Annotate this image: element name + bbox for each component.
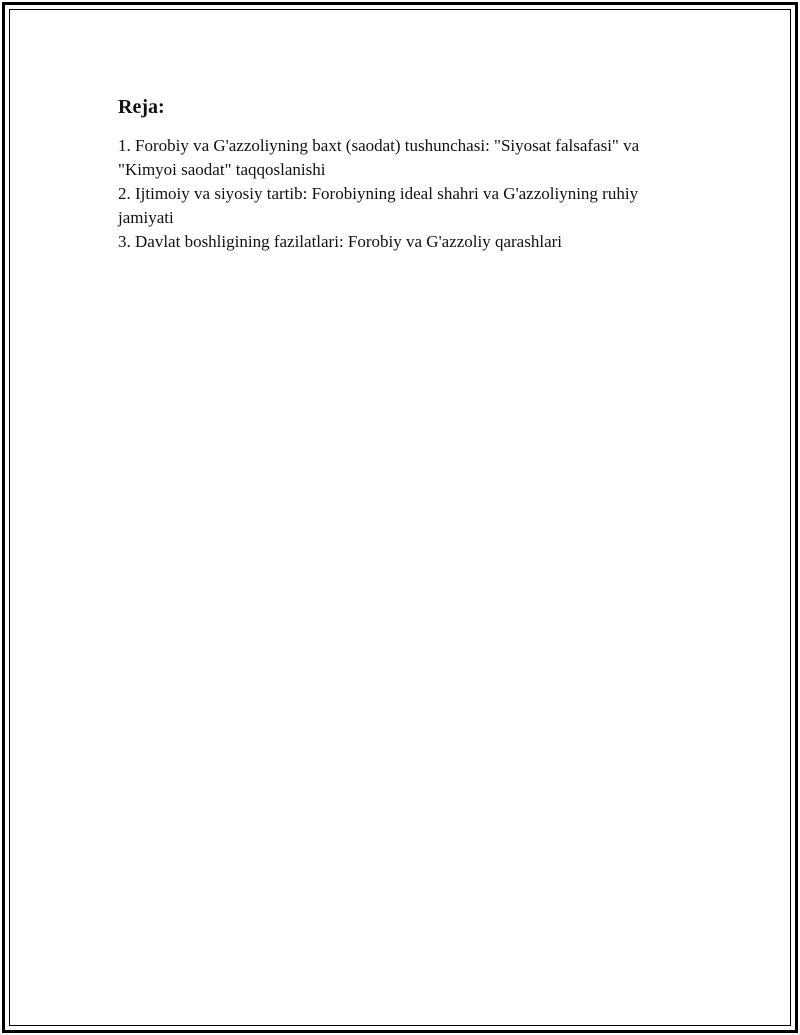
- plan-list: [118, 134, 688, 254]
- document-content: [118, 94, 688, 254]
- plan-item-3: 3. Davlat boshligining fazilatlari: Forobiy va G'azzoliy qarashlari: [118, 232, 562, 251]
- plan-item-1: 1. Forobiy va G'azzoliyning baxt (saodat) tushunchasi: "Siyosat falsafasi" va "Kimyoi saodat" taqqoslanishi: [118, 136, 640, 179]
- plan-item-2: 2. Ijtimoiy va siyosiy tartib: Forobiyning ideal shahri va G'azzoliyning ruhiy jamiyati: [118, 184, 639, 227]
- plan-heading: Reja:: [118, 96, 165, 118]
